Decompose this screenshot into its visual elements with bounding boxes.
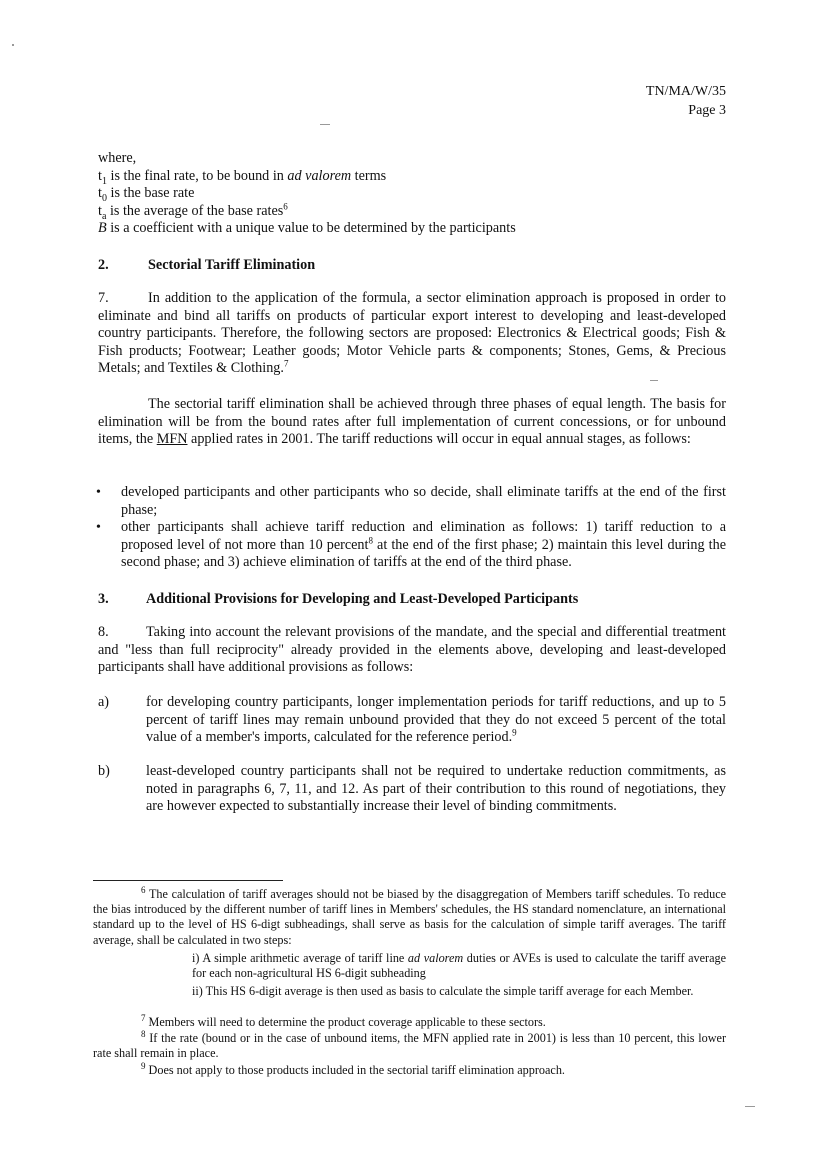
document-symbol: TN/MA/W/35	[645, 84, 726, 99]
item-a-text: for developing country participants, longer implementation periods for tariff reductions, and up to 5 percent of tariff lines may remain unbound provided that they do not exceed 5 percent of the total value of a member's imports, calculated for the reference period.$^9$	[146, 694, 726, 745]
scan-speck	[320, 124, 330, 125]
bullet-item: • other participants shall achieve tariff reduction and elimination as follows: 1) tariff reduction to a proposed level of not more than 10 percent$^8$ at the end of the first phase; 2) maintain this level during the second phase; and 3) achieve elimination of tariffs at the end of the third phase.	[96, 519, 726, 570]
definitions-block	[98, 150, 738, 238]
definition-t1: $t_1$ is the final rate, to be bound in ad valorem terms	[98, 167, 387, 187]
footnote-7: $^7$ Members will need to determine the product coverage applicable to these sectors.	[141, 1012, 546, 1029]
scan-speck	[745, 1106, 755, 1107]
section-3-title: Additional Provisions for Developing and Least-Developed Participants	[146, 591, 579, 607]
footnote-8: $^8$ If the rate (bound or in the case of unbound items, the MFN applied rate in 2001) is less than 10 percent, this lower rate shall remain in place.	[93, 1028, 727, 1061]
footnote-ref-6: 6	[283, 200, 288, 211]
footnote-6: $^6$ The calculation of tariff averages should not be biased by the disaggregation of Members tariff schedules. To reduce the bias introduced by the different number of tariff lines in Members' schedules, the HS standard nomenclature, an international standard up to the level of HS 6-digt subheadings, shall serve as basis for the calculation of simple tariff averages. The tariff average, shall be calculated in two steps:	[93, 884, 727, 947]
paragraph-8: 8. Taking into account the relevant provisions of the mandate, and the special and differential treatment and "less than full reciprocity" already provided in the elements above, developing and least-developed participants shall have additional provisions as follows:	[98, 624, 726, 675]
definitions-intro: where,	[98, 150, 137, 166]
scan-speck	[12, 44, 14, 46]
footnote-separator	[93, 880, 283, 881]
item-b-label: b)	[98, 763, 110, 779]
page-number: Page 3	[688, 103, 726, 118]
mfn-abbreviation: MFN	[156, 431, 188, 447]
definition-t0: $t_0$ is the base rate	[98, 185, 195, 204]
footnote-6-step-1: i) A simple arithmetic average of tariff line ad valorem duties or AVEs is used to calculate the tariff average for each non-agricultural HS 6-digit subheading	[192, 951, 726, 981]
footnote-ref-7: 7	[283, 358, 289, 369]
definition-b: B is a coefficient with a unique value to be determined by the participants	[98, 220, 516, 236]
section-3-number: 3.	[98, 591, 109, 607]
item-b-text: least-developed country participants shall not be required to undertake reduction commitments, as noted in paragraphs 6, 7, 11, and 12. As part of their contribution to this round of negotiations, they are however expected to substantially increase their level of binding commitments.	[146, 763, 726, 814]
scan-speck	[650, 380, 658, 381]
bullet-icon: •	[96, 520, 101, 535]
document-header	[646, 82, 726, 120]
footnote-ref-9: 9	[512, 727, 517, 738]
item-a-label: a)	[98, 694, 110, 710]
bullet-list	[96, 484, 726, 572]
footnote-ref-8: 8	[368, 534, 373, 545]
bullet-item: • developed participants and other participants who so decide, shall eliminate tariffs at the end of the first phase;	[96, 484, 726, 518]
section-2-number: 2.	[98, 257, 109, 273]
definition-ta: $t_a$ is the average of the base rates$^6$	[98, 200, 288, 222]
section-2-title: Sectorial Tariff Elimination	[148, 257, 316, 273]
footnote-6-step-2: ii) This HS 6-digit average is then used as basis to calculate the simple tariff average for each Member.	[192, 984, 694, 998]
bullet-icon: •	[96, 485, 101, 500]
paragraph-phases: The sectorial tariff elimination shall be achieved through three phases of equal length. The basis for elimination will be from the bound rates after full implementation of current concessions, or for unbound items, the MFN applied rates in 2001. The tariff reductions will occur in equal annual stages, as follows:	[98, 396, 726, 447]
paragraph-7: 7. In addition to the application of the formula, a sector elimination approach is proposed in order to eliminate and bind all tariffs on products of particular export interest to developing and least-developed country participants. Therefore, the following sectors are proposed: Electronics & Electrical goods; Fish & Fish products; Footwear; Leather goods; Motor Vehicle parts & components; Stones, Gems, & Precious Metals; and Textiles & Clothing.$^7$	[98, 290, 726, 376]
footnote-9: $^9$ Does not apply to those products included in the sectorial tariff elimination approach.	[141, 1060, 565, 1077]
